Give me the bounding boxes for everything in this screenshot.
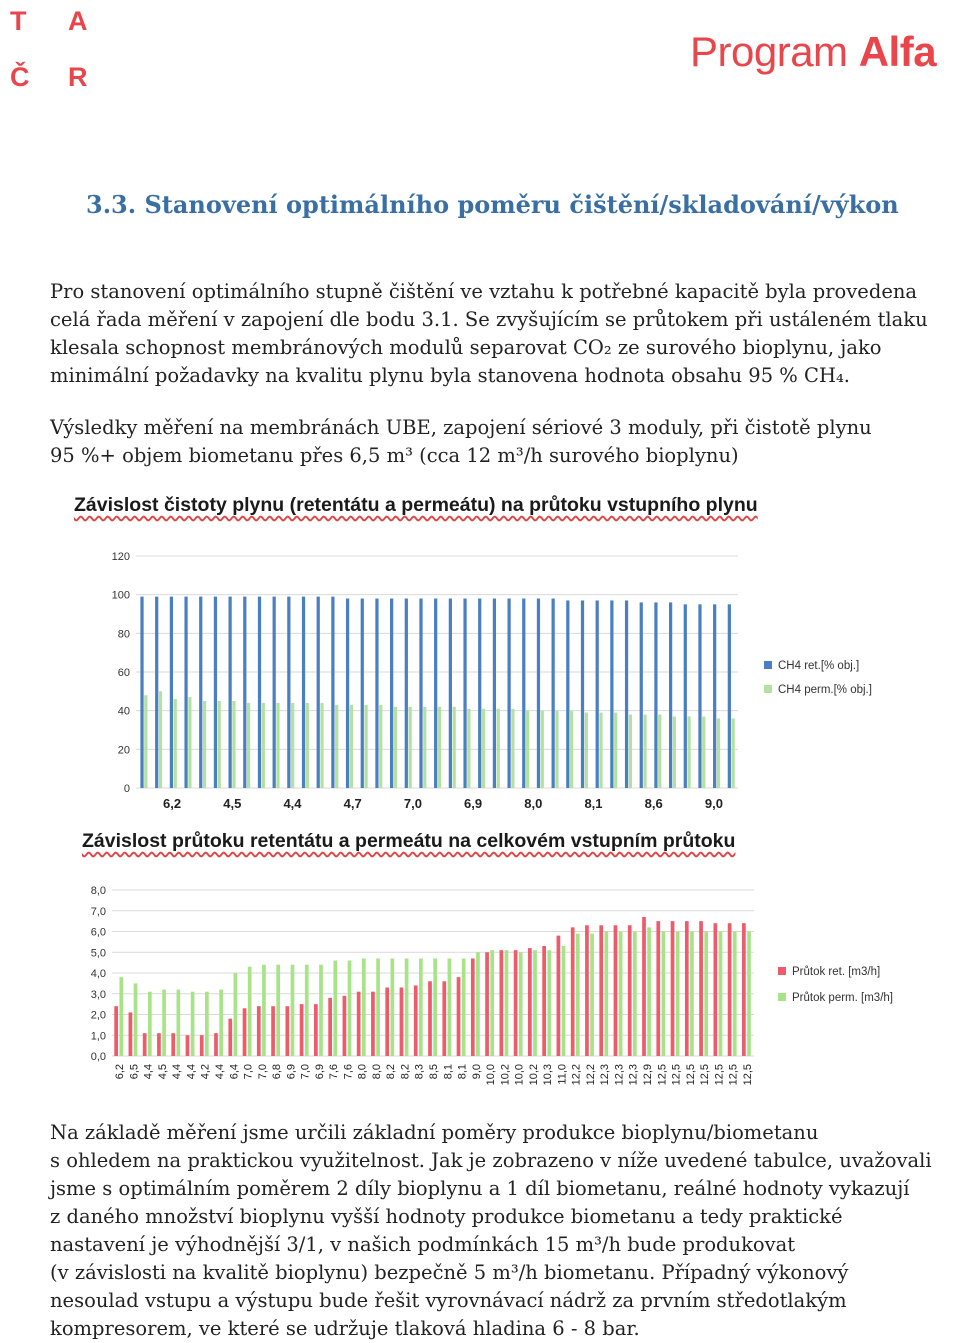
x-tick-label: 7,0 xyxy=(256,1064,269,1080)
flow-ret-bar xyxy=(671,921,675,1056)
ch4-perm-bar xyxy=(453,707,456,788)
flow-chart-svg xyxy=(70,862,900,1094)
ch4-ret-bar xyxy=(214,597,217,788)
flow-ret-bar xyxy=(414,985,418,1056)
ch4-ret-bar xyxy=(669,602,672,788)
x-tick-label: 12,2 xyxy=(584,1064,597,1086)
ch4-perm-bar xyxy=(394,707,397,788)
ch4-ret-bar xyxy=(375,599,378,788)
flow-perm-bar xyxy=(390,958,394,1056)
x-tick-label: 7,0 xyxy=(403,796,422,811)
ch4-ret-bar xyxy=(243,597,246,788)
flow-perm-bar xyxy=(205,992,209,1056)
brand-word-alfa: Alfa xyxy=(858,28,937,75)
flow-ret-bar xyxy=(214,1033,218,1056)
paragraph-line: Výsledky měření na membránách UBE, zapojení sériové 3 moduly, při čistotě plynu xyxy=(50,416,872,439)
x-tick-label: 6,4 xyxy=(228,1064,241,1080)
ch4-perm-bar xyxy=(144,695,147,788)
ch4-ret-bar xyxy=(566,600,569,788)
flow-ret-bar xyxy=(571,927,575,1056)
flow-perm-bar xyxy=(562,946,566,1056)
flow-perm-bar xyxy=(462,958,466,1056)
x-tick-label: 4,4 xyxy=(142,1064,155,1080)
x-tick-label: 6,2 xyxy=(163,796,182,811)
x-tick-label: 10,3 xyxy=(542,1064,555,1086)
paragraph-line: Na základě měření jsme určili základní poměry produkce bioplynu/biometanu xyxy=(50,1121,819,1144)
y-tick-label: 120 xyxy=(111,551,130,563)
flow-ret-bar xyxy=(400,988,404,1056)
flow-perm-bar xyxy=(490,950,494,1056)
tacr-logo xyxy=(10,8,100,98)
y-tick-label: 0 xyxy=(123,783,130,795)
flow-perm-bar xyxy=(576,934,580,1056)
flow-ret-bar xyxy=(243,1008,247,1056)
x-tick-label: 7,6 xyxy=(328,1064,341,1080)
x-tick-label: 6,9 xyxy=(313,1064,326,1080)
flow-perm-bar xyxy=(262,965,266,1056)
x-tick-label: 8,5 xyxy=(428,1064,440,1080)
flow-perm-bar xyxy=(647,927,651,1056)
x-tick-label: 8,2 xyxy=(399,1064,412,1080)
ch4-perm-bar xyxy=(555,711,558,788)
ch4-perm-bar xyxy=(717,718,720,788)
flow-chart-title: Závislost průtoku retentátu a permeátu na celkovém vstupním průtoku xyxy=(82,830,736,852)
flow-ret-bar xyxy=(328,998,332,1056)
flow-perm-bar xyxy=(376,958,380,1056)
flow-ret-bar xyxy=(542,946,546,1056)
ch4-perm-bar xyxy=(218,701,221,788)
flow-ret-bar xyxy=(642,917,646,1056)
x-tick-label: 8,0 xyxy=(370,1064,383,1080)
flow-ret-bar xyxy=(228,1019,232,1056)
purity-chart-svg xyxy=(70,526,900,826)
ch4-perm-bar xyxy=(350,705,353,788)
flow-ret-bar xyxy=(143,1033,147,1056)
purity-chart xyxy=(70,490,900,820)
flow-perm-bar xyxy=(248,967,252,1056)
flow-perm-bar xyxy=(419,958,423,1056)
ch4-ret-bar xyxy=(698,604,701,788)
ch4-perm-bar xyxy=(541,711,544,788)
ch4-ret-bar xyxy=(199,597,202,788)
flow-perm-bar xyxy=(733,932,737,1057)
flow-ret-bar xyxy=(385,988,389,1056)
ch4-perm-bar xyxy=(702,716,705,788)
flow-ret-bar xyxy=(129,1012,133,1056)
ch4-ret-bar xyxy=(229,597,232,788)
flow-perm-bar xyxy=(333,961,337,1056)
x-tick-label: 8,3 xyxy=(413,1064,426,1080)
x-tick-label: 12,3 xyxy=(599,1064,612,1086)
ch4-ret-bar xyxy=(155,597,158,788)
flow-ret-bar xyxy=(742,923,746,1056)
flow-ret-bar xyxy=(471,958,475,1056)
x-tick-label: 8,1 xyxy=(456,1064,469,1080)
flow-perm-bar xyxy=(547,950,551,1056)
ch4-ret-bar xyxy=(654,602,657,788)
legend-label: CH4 ret.[% obj.] xyxy=(778,660,860,672)
ch4-ret-bar xyxy=(537,599,540,788)
ch4-ret-bar xyxy=(728,604,731,788)
flow-ret-bar xyxy=(428,981,432,1056)
flow-ret-bar xyxy=(713,923,717,1056)
paragraph-line: 95 %+ objem biometanu přes 6,5 m³ (cca 12 m³/h surového bioplynu) xyxy=(50,444,739,467)
paragraph-line: kompresorem, ve které se udržuje tlaková hladina 6 - 8 bar. xyxy=(50,1317,640,1340)
ch4-ret-bar xyxy=(449,599,452,788)
flow-ret-bar xyxy=(114,1006,118,1056)
flow-perm-bar xyxy=(291,965,295,1056)
y-tick-label: 6,0 xyxy=(90,926,106,939)
brand-word-program: Program xyxy=(690,28,859,75)
ch4-perm-bar xyxy=(687,716,690,788)
x-tick-label: 10,2 xyxy=(527,1064,540,1086)
flow-perm-bar xyxy=(519,952,523,1056)
ch4-ret-bar xyxy=(184,597,187,788)
ch4-perm-bar xyxy=(673,716,676,788)
flow-perm-bar xyxy=(119,977,123,1056)
ch4-perm-bar xyxy=(467,709,470,788)
ch4-perm-bar xyxy=(614,713,617,788)
ch4-ret-bar xyxy=(170,597,173,788)
x-tick-label: 8,2 xyxy=(385,1064,398,1080)
logo-letter-r: R xyxy=(68,62,88,92)
flow-ret-bar xyxy=(186,1035,190,1056)
ch4-perm-bar xyxy=(585,713,588,788)
ch4-ret-bar xyxy=(713,604,716,788)
ch4-ret-bar xyxy=(258,597,261,788)
flow-ret-bar xyxy=(357,992,361,1056)
x-tick-label: 9,0 xyxy=(470,1064,483,1080)
ch4-ret-bar xyxy=(302,597,305,788)
ch4-perm-bar xyxy=(276,703,279,788)
ch4-ret-bar xyxy=(581,600,584,788)
paragraph-line: klesala schopnost membránových modulů separovat CO₂ ze surového bioplynu, jako xyxy=(50,336,882,359)
x-tick-label: 4,4 xyxy=(171,1064,184,1080)
flow-perm-bar xyxy=(533,950,537,1056)
flow-ret-bar xyxy=(685,921,689,1056)
flow-perm-bar xyxy=(362,958,366,1056)
logo-letter-c: Č xyxy=(10,62,30,92)
flow-ret-bar xyxy=(728,923,732,1056)
ch4-ret-bar xyxy=(317,597,320,788)
flow-perm-bar xyxy=(505,950,509,1056)
ch4-perm-bar xyxy=(188,697,191,788)
ch4-ret-bar xyxy=(140,597,143,788)
ch4-perm-bar xyxy=(306,703,309,788)
flow-perm-bar xyxy=(662,932,666,1057)
purity-chart-title: Závislost čistoty plynu (retentátu a permeátu) na průtoku vstupního plynu xyxy=(74,494,758,516)
flow-ret-bar xyxy=(514,950,518,1056)
y-tick-label: 20 xyxy=(117,744,130,757)
flow-perm-bar xyxy=(676,932,680,1057)
ch4-perm-bar xyxy=(497,709,500,788)
flow-ret-bar xyxy=(557,936,561,1056)
x-tick-label: 8,1 xyxy=(584,796,603,811)
ch4-perm-bar xyxy=(643,715,646,788)
x-tick-label: 10,0 xyxy=(485,1064,498,1086)
flow-perm-bar xyxy=(219,990,223,1056)
x-tick-label: 12,9 xyxy=(642,1064,654,1086)
ch4-ret-bar xyxy=(493,599,496,788)
ch4-perm-bar xyxy=(364,705,367,788)
flow-ret-bar xyxy=(257,1006,261,1056)
ch4-perm-bar xyxy=(511,709,514,788)
legend-swatch xyxy=(778,967,786,975)
flow-ret-bar xyxy=(599,925,603,1056)
flow-perm-bar xyxy=(590,934,594,1056)
flow-perm-bar xyxy=(604,932,608,1057)
flow-ret-bar xyxy=(371,992,375,1056)
x-tick-label: 12,5 xyxy=(656,1064,669,1086)
ch4-perm-bar xyxy=(570,711,573,788)
x-tick-label: 12,5 xyxy=(670,1064,683,1086)
ch4-perm-bar xyxy=(262,703,265,788)
x-tick-label: 12,5 xyxy=(741,1064,754,1086)
legend-swatch xyxy=(778,993,786,1001)
legend-swatch xyxy=(764,661,772,669)
flow-ret-bar xyxy=(656,921,660,1056)
flow-perm-bar xyxy=(704,932,708,1057)
y-tick-label: 8,0 xyxy=(90,885,106,897)
flow-perm-bar xyxy=(719,932,723,1057)
ch4-ret-bar xyxy=(684,604,687,788)
flow-ret-bar xyxy=(499,950,503,1056)
ch4-perm-bar xyxy=(438,707,441,788)
legend-label: CH4 perm.[% obj.] xyxy=(778,684,872,696)
y-tick-label: 40 xyxy=(117,705,130,718)
ch4-perm-bar xyxy=(526,711,529,788)
x-tick-label: 4,2 xyxy=(199,1064,212,1080)
y-tick-label: 80 xyxy=(117,628,130,641)
paragraph-3 xyxy=(50,1119,932,1343)
logo-letter-a: A xyxy=(68,6,88,36)
x-tick-label: 6,2 xyxy=(114,1064,127,1080)
ch4-perm-bar xyxy=(599,713,602,788)
paragraph-line: celá řada měření v zapojení dle bodu 3.1. Se zvyšujícím se průtokem při ustáleném tlaku xyxy=(50,308,928,331)
ch4-perm-bar xyxy=(409,707,412,788)
paragraph-line: nastavení je výhodnější 3/1, v našich podmínkách 15 m³/h bude produkovat xyxy=(50,1233,796,1256)
x-tick-label: 6,9 xyxy=(464,796,483,811)
ch4-ret-bar xyxy=(434,599,437,788)
ch4-perm-bar xyxy=(482,709,485,788)
ch4-ret-bar xyxy=(346,599,349,788)
x-tick-label: 12,5 xyxy=(684,1064,697,1086)
y-tick-label: 2,0 xyxy=(90,1009,106,1022)
flow-perm-bar xyxy=(476,952,480,1056)
legend-label: Průtok ret. [m3/h] xyxy=(792,966,881,978)
ch4-perm-bar xyxy=(629,715,632,788)
ch4-ret-bar xyxy=(522,599,525,788)
flow-perm-bar xyxy=(148,992,152,1056)
x-tick-label: 12,2 xyxy=(570,1064,583,1086)
flow-perm-bar xyxy=(134,983,138,1056)
logo-letter-t: T xyxy=(10,6,27,36)
flow-ret-bar xyxy=(528,948,532,1056)
paragraph-line: Pro stanovení optimálního stupně čištění ve vztahu k potřebné kapacitě byla provedena xyxy=(50,280,918,303)
x-tick-label: 9,0 xyxy=(704,796,723,811)
x-tick-label: 4,4 xyxy=(185,1064,198,1080)
flow-ret-bar xyxy=(628,925,632,1056)
flow-ret-bar xyxy=(457,977,461,1056)
flow-perm-bar xyxy=(176,990,180,1056)
legend-label: Průtok perm. [m3/h] xyxy=(792,992,893,1004)
x-tick-label: 12,5 xyxy=(699,1064,712,1086)
x-tick-label: 8,1 xyxy=(442,1064,455,1080)
flow-ret-bar xyxy=(343,996,347,1056)
flow-perm-bar xyxy=(348,961,352,1056)
x-tick-label: 10,0 xyxy=(513,1064,526,1086)
ch4-perm-bar xyxy=(335,705,338,788)
flow-ret-bar xyxy=(285,1006,289,1056)
x-tick-label: 12,5 xyxy=(727,1064,740,1086)
x-tick-label: 4,4 xyxy=(283,796,302,811)
paragraph-line: (v závislosti na kvalitě bioplynu) bezpečně 5 m³/h biometanu. Případný výkonový xyxy=(50,1261,849,1284)
ch4-ret-bar xyxy=(405,599,408,788)
x-tick-label: 12,3 xyxy=(613,1064,626,1086)
y-tick-label: 4,0 xyxy=(90,968,106,980)
flow-perm-bar xyxy=(433,958,437,1056)
x-tick-label: 7,6 xyxy=(342,1064,355,1080)
paragraph-line: minimální požadavky na kvalitu plynu byla stanovena hodnota obsahu 95 % CH₄. xyxy=(50,364,850,387)
flow-chart xyxy=(70,826,900,1096)
x-tick-label: 4,5 xyxy=(223,796,242,811)
ch4-ret-bar xyxy=(640,602,643,788)
x-tick-label: 12,5 xyxy=(713,1064,726,1086)
flow-ret-bar xyxy=(200,1035,204,1056)
paragraph-1 xyxy=(50,278,928,390)
paragraph-line: s ohledem na praktickou využitelnost. Jak je zobrazeno v níže uvedené tabulce, uvažovali xyxy=(50,1149,932,1172)
ch4-ret-bar xyxy=(390,599,393,788)
y-tick-label: 5,0 xyxy=(90,947,106,960)
ch4-ret-bar xyxy=(273,597,276,788)
flow-ret-bar xyxy=(585,925,589,1056)
flow-ret-bar xyxy=(442,981,446,1056)
x-tick-label: 8,0 xyxy=(524,796,543,811)
flow-perm-bar xyxy=(305,965,309,1056)
x-tick-label: 12,3 xyxy=(627,1064,640,1086)
ch4-perm-bar xyxy=(658,715,661,788)
y-tick-label: 7,0 xyxy=(90,905,106,918)
flow-ret-bar xyxy=(699,921,703,1056)
flow-ret-bar xyxy=(157,1033,161,1056)
paragraph-line: nesoulad vstupu a výstupu bude řešit vyrovnávací nádrž za prvním středotlakým xyxy=(50,1289,847,1312)
ch4-ret-bar xyxy=(361,599,364,788)
paragraph-line: jsme s optimálním poměrem 2 díly bioplynu a 1 díl biometanu, reálné hodnoty vykazují xyxy=(50,1177,910,1200)
flow-perm-bar xyxy=(633,932,637,1057)
flow-ret-bar xyxy=(300,1004,304,1056)
ch4-ret-bar xyxy=(507,599,510,788)
x-tick-label: 6,8 xyxy=(271,1064,284,1080)
x-tick-label: 4,5 xyxy=(156,1064,169,1080)
x-tick-label: 8,6 xyxy=(644,796,663,811)
flow-perm-bar xyxy=(448,958,452,1056)
ch4-perm-bar xyxy=(203,701,206,788)
ch4-perm-bar xyxy=(423,707,426,788)
flow-perm-bar xyxy=(747,932,751,1057)
ch4-perm-bar xyxy=(159,691,162,788)
ch4-ret-bar xyxy=(287,597,290,788)
flow-perm-bar xyxy=(619,932,623,1057)
ch4-ret-bar xyxy=(610,600,613,788)
x-tick-label: 4,4 xyxy=(214,1064,226,1080)
section-title: 3.3. Stanovení optimálního poměru čištění/skladování/výkon xyxy=(86,190,899,219)
paragraph-2 xyxy=(50,414,872,470)
flow-perm-bar xyxy=(191,992,195,1056)
flow-perm-bar xyxy=(319,965,323,1056)
ch4-ret-bar xyxy=(596,600,599,788)
ch4-ret-bar xyxy=(331,597,334,788)
x-tick-label: 10,2 xyxy=(499,1064,512,1086)
y-tick-label: 60 xyxy=(117,667,130,679)
flow-ret-bar xyxy=(485,952,489,1056)
ch4-perm-bar xyxy=(732,718,735,788)
x-tick-label: 6,5 xyxy=(128,1064,141,1080)
paragraph-line: z daného množství bioplynu vyšší hodnoty produkce biometanu a tedy praktické xyxy=(50,1205,843,1228)
ch4-ret-bar xyxy=(625,600,628,788)
y-tick-label: 0,0 xyxy=(90,1051,106,1063)
ch4-perm-bar xyxy=(247,703,250,788)
flow-ret-bar xyxy=(271,1006,275,1056)
ch4-perm-bar xyxy=(291,703,294,788)
flow-ret-bar xyxy=(614,925,618,1056)
ch4-perm-bar xyxy=(379,705,382,788)
flow-perm-bar xyxy=(276,965,280,1056)
y-tick-label: 100 xyxy=(111,589,130,602)
ch4-perm-bar xyxy=(232,701,235,788)
program-alfa-logo xyxy=(690,28,936,76)
ch4-ret-bar xyxy=(478,599,481,788)
flow-perm-bar xyxy=(234,973,238,1056)
flow-perm-bar xyxy=(405,958,409,1056)
ch4-ret-bar xyxy=(463,599,466,788)
legend-swatch xyxy=(764,685,772,693)
ch4-ret-bar xyxy=(552,599,555,788)
ch4-ret-bar xyxy=(419,599,422,788)
ch4-perm-bar xyxy=(174,699,177,788)
flow-perm-bar xyxy=(162,990,166,1056)
x-tick-label: 4,7 xyxy=(343,796,362,811)
x-tick-label: 6,9 xyxy=(285,1064,298,1080)
y-tick-label: 3,0 xyxy=(90,988,106,1001)
x-tick-label: 7,0 xyxy=(299,1064,312,1080)
flow-ret-bar xyxy=(314,1004,318,1056)
ch4-perm-bar xyxy=(320,703,323,788)
x-tick-label: 11,0 xyxy=(556,1064,569,1085)
flow-perm-bar xyxy=(690,932,694,1057)
x-tick-label: 8,0 xyxy=(356,1064,369,1080)
y-tick-label: 1,0 xyxy=(90,1030,106,1043)
x-tick-label: 7,0 xyxy=(242,1064,255,1080)
flow-ret-bar xyxy=(171,1033,175,1056)
